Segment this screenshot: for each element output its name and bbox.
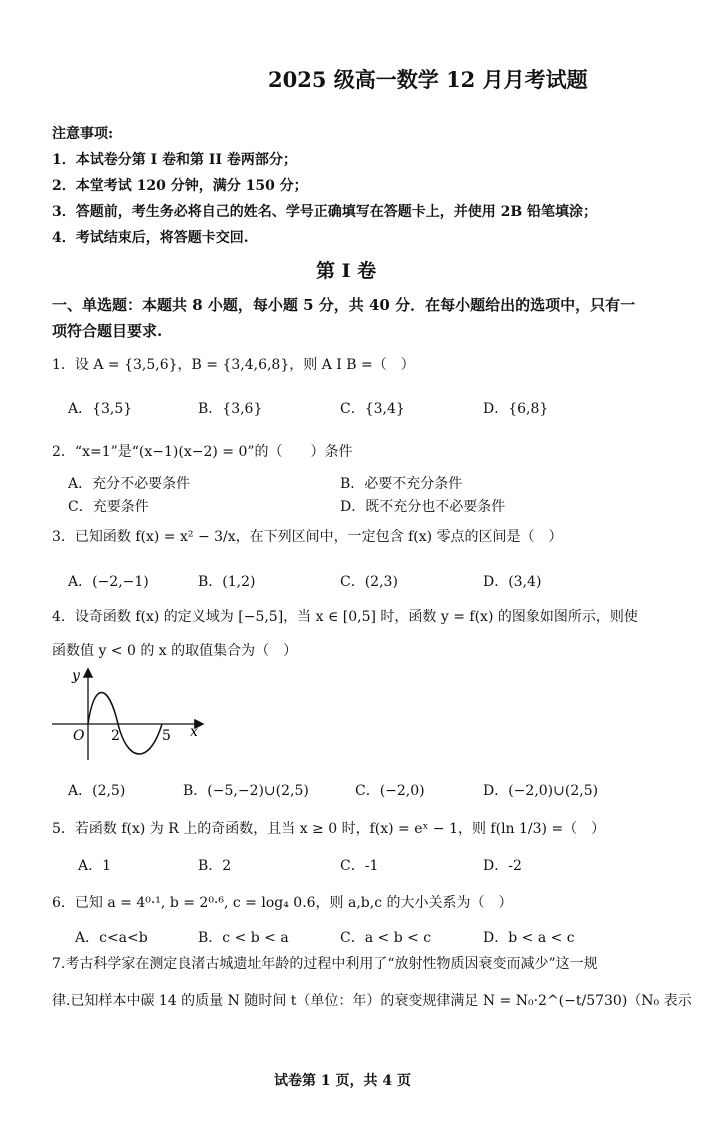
graph-tick-2: 2 xyxy=(111,728,120,744)
question-4-stem: 4．设奇函数 f(x) 的定义域为 [−5,5]，当 x ∈ [0,5] 时，函数 y = f(x) 的图象如图所示，则使 xyxy=(52,609,638,625)
question-4-option-c: C．(−2,0) xyxy=(355,783,425,799)
question-1-option-b: B．{3,6} xyxy=(198,401,263,417)
question-4-option-b: B．(−5,−2)∪(2,5) xyxy=(183,783,309,799)
graph-origin-label: O xyxy=(73,728,85,744)
note-item: 3．答题前，考生务必将自己的姓名、学号正确填写在答题卡上，并使用 2B 铅笔填涂； xyxy=(52,204,598,220)
question-5-option-c: C．-1 xyxy=(340,858,379,874)
question-4-option-a: A．(2,5) xyxy=(68,783,126,799)
question-3-stem: 3．已知函数 f(x) = x² − 3/x，在下列区间中，一定包含 f(x) 零点的区间是（ ） xyxy=(52,529,563,545)
question-7-stem: 7.考古科学家在测定良渚古城遗址年龄的过程中利用了“放射性物质因衰变而减少”这一规 xyxy=(52,956,598,972)
volume-title: 第 I 卷 xyxy=(316,260,377,282)
question-5-option-b: B．2 xyxy=(198,858,232,874)
graph-tick-5: 5 xyxy=(162,728,171,744)
question-2-option-d: D．既不充分也不必要条件 xyxy=(340,499,506,515)
notes-heading: 注意事项: xyxy=(52,126,114,142)
question-6-stem: 6．已知 a = 4⁰·¹, b = 2⁰·⁶, c = log₄ 0.6，则 a,b,c 的大小关系为（ ） xyxy=(52,895,513,911)
question-1-stem: 1．设 A = {3,5,6}，B = {3,4,6,8}，则 A I B =（ ） xyxy=(52,357,415,373)
page-title: 2025 级高一数学 12 月月考试题 xyxy=(268,67,588,92)
question-5-option-a: A．1 xyxy=(78,858,112,874)
question-6-option-c: C．a < b < c xyxy=(340,930,432,946)
question-1-option-a: A．{3,5} xyxy=(68,401,133,417)
section-heading: 一、单选题：本题共 8 小题，每小题 5 分，共 40 分．在每小题给出的选项中，只有一 xyxy=(52,296,636,314)
page-footer: 试卷第 1 页，共 4 页 xyxy=(274,1073,411,1089)
question-3-option-a: A．(−2,−1) xyxy=(68,574,149,590)
note-item: 2．本堂考试 120 分钟，满分 150 分； xyxy=(52,178,308,194)
question-5-stem: 5．若函数 f(x) 为 R 上的奇函数，且当 x ≥ 0 时，f(x) = eˣ − 1，则 f(ln 1/3) =（ ） xyxy=(52,821,606,837)
section-heading-cont: 项符合题目要求. xyxy=(52,322,163,340)
question-6-option-a: A．c<a<b xyxy=(75,930,148,946)
question-1-option-c: C．{3,4} xyxy=(340,401,405,417)
question-3-option-c: C．(2,3) xyxy=(340,574,398,590)
note-item: 1．本试卷分第 I 卷和第 II 卷两部分； xyxy=(52,152,297,168)
question-2-option-a: A．充分不必要条件 xyxy=(68,476,191,492)
question-4-option-d: D．(−2,0)∪(2,5) xyxy=(483,783,599,799)
question-1-option-d: D．{6,8} xyxy=(483,401,549,417)
question-2-option-c: C．充要条件 xyxy=(68,499,149,515)
question-4-graph xyxy=(50,664,210,764)
question-2-option-b: B．必要不充分条件 xyxy=(340,476,463,492)
graph-y-label: y xyxy=(72,668,80,684)
function-curve xyxy=(88,693,162,755)
question-2-stem: 2．“x=1”是“(x−1)(x−2) = 0”的（ ）条件 xyxy=(52,444,353,460)
question-4-stem-cont: 函数值 y < 0 的 x 的取值集合为（ ） xyxy=(52,643,298,659)
question-6-option-d: D．b < a < c xyxy=(483,930,575,946)
question-3-option-b: B．(1,2) xyxy=(198,574,256,590)
note-item: 4．考试结束后，将答题卡交回. xyxy=(52,230,249,246)
question-6-option-b: B．c < b < a xyxy=(198,930,289,946)
question-3-option-d: D．(3,4) xyxy=(483,574,542,590)
question-5-option-d: D．-2 xyxy=(483,858,522,874)
question-7-stem-cont: 律.已知样本中碳 14 的质量 N 随时间 t（单位：年）的衰变规律满足 N = N₀·2^(−t/5730)（N₀ 表示 xyxy=(52,993,692,1009)
graph-x-label: x xyxy=(190,724,198,740)
